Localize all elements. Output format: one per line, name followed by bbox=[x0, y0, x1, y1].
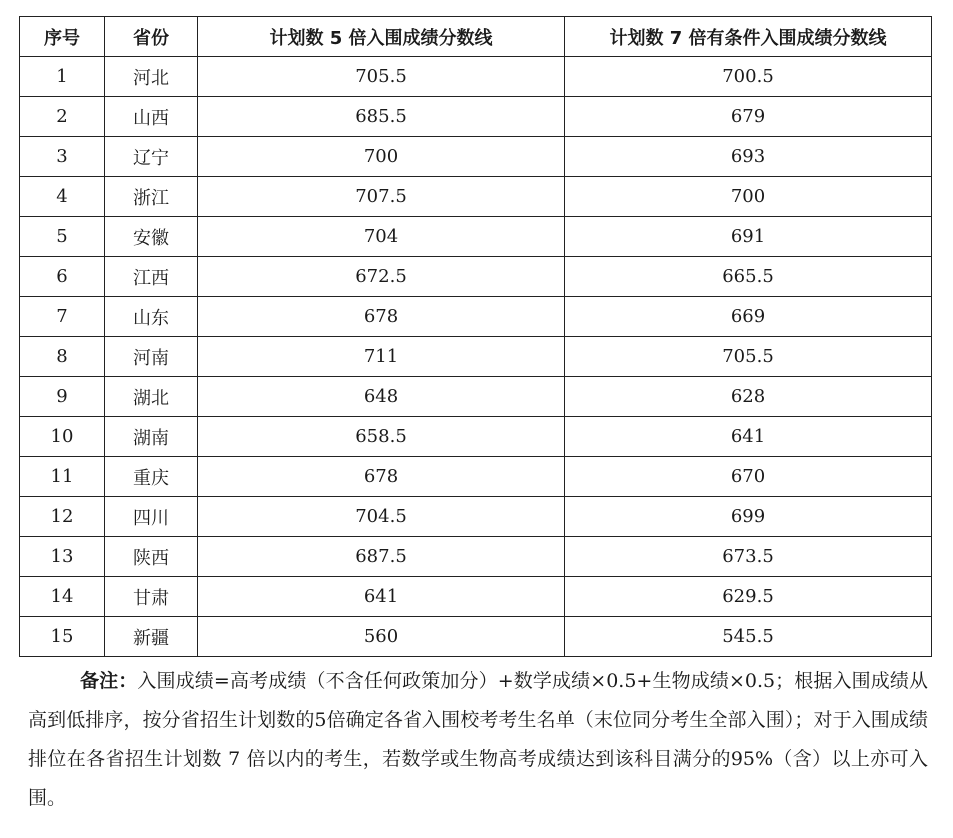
table-row bbox=[20, 257, 932, 297]
cell-score-7x: 628 bbox=[565, 377, 932, 417]
cell-score-7x: 700.5 bbox=[565, 57, 932, 97]
cell-score-5x: 704 bbox=[198, 217, 565, 257]
note-paragraph bbox=[28, 662, 928, 818]
cell-index: 7 bbox=[20, 297, 105, 337]
cell-score-7x: 545.5 bbox=[565, 617, 932, 657]
table-row bbox=[20, 577, 932, 617]
cell-score-7x: 691 bbox=[565, 217, 932, 257]
cell-score-5x: 704.5 bbox=[198, 497, 565, 537]
cell-province: 新疆 bbox=[105, 617, 198, 657]
cell-score-7x: 673.5 bbox=[565, 537, 932, 577]
cell-index: 1 bbox=[20, 57, 105, 97]
cell-index: 9 bbox=[20, 377, 105, 417]
cell-score-7x: 669 bbox=[565, 297, 932, 337]
cell-score-5x: 685.5 bbox=[198, 97, 565, 137]
cell-province: 安徽 bbox=[105, 217, 198, 257]
header-province: 省份 bbox=[105, 17, 198, 57]
header-score-7x: 计划数 7 倍有条件入围成绩分数线 bbox=[565, 17, 932, 57]
cell-score-7x: 641 bbox=[565, 417, 932, 457]
cell-index: 2 bbox=[20, 97, 105, 137]
cell-province: 四川 bbox=[105, 497, 198, 537]
table-row bbox=[20, 457, 932, 497]
note-label: 备注： bbox=[80, 670, 138, 692]
cell-index: 8 bbox=[20, 337, 105, 377]
cell-index: 14 bbox=[20, 577, 105, 617]
cell-score-5x: 705.5 bbox=[198, 57, 565, 97]
cell-score-5x: 672.5 bbox=[198, 257, 565, 297]
cell-score-5x: 678 bbox=[198, 457, 565, 497]
cell-index: 13 bbox=[20, 537, 105, 577]
table-row bbox=[20, 417, 932, 457]
cell-score-5x: 700 bbox=[198, 137, 565, 177]
cell-score-5x: 560 bbox=[198, 617, 565, 657]
table-row bbox=[20, 57, 932, 97]
cell-province: 湖北 bbox=[105, 377, 198, 417]
cell-province: 山西 bbox=[105, 97, 198, 137]
cell-province: 辽宁 bbox=[105, 137, 198, 177]
cell-score-7x: 700 bbox=[565, 177, 932, 217]
cell-index: 3 bbox=[20, 137, 105, 177]
header-score-5x: 计划数 5 倍入围成绩分数线 bbox=[198, 17, 565, 57]
cell-index: 11 bbox=[20, 457, 105, 497]
cell-index: 6 bbox=[20, 257, 105, 297]
cell-province: 浙江 bbox=[105, 177, 198, 217]
cell-score-5x: 707.5 bbox=[198, 177, 565, 217]
cell-index: 15 bbox=[20, 617, 105, 657]
cell-score-7x: 699 bbox=[565, 497, 932, 537]
cell-province: 甘肃 bbox=[105, 577, 198, 617]
cell-score-7x: 693 bbox=[565, 137, 932, 177]
cell-province: 河北 bbox=[105, 57, 198, 97]
cell-index: 12 bbox=[20, 497, 105, 537]
table-row bbox=[20, 297, 932, 337]
cell-score-5x: 641 bbox=[198, 577, 565, 617]
cell-province: 重庆 bbox=[105, 457, 198, 497]
cell-province: 河南 bbox=[105, 337, 198, 377]
cell-score-7x: 705.5 bbox=[565, 337, 932, 377]
cell-index: 5 bbox=[20, 217, 105, 257]
table-row bbox=[20, 497, 932, 537]
cell-score-7x: 665.5 bbox=[565, 257, 932, 297]
cell-score-5x: 711 bbox=[198, 337, 565, 377]
table-row bbox=[20, 97, 932, 137]
table-row bbox=[20, 137, 932, 177]
note-text: 入围成绩=高考成绩（不含任何政策加分）+数学成绩×0.5+生物成绩×0.5；根据入围成绩从高到低排序，按分省招生计划数的5倍确定各省入围校考考生名单（末位同分考生全部入围）；对于入围成绩排位在各省招生计划数 7 倍以内的考生，若数学或生物高考成绩达到该科目满分的95%（含）以上亦可入围。 bbox=[28, 670, 928, 809]
cell-score-7x: 670 bbox=[565, 457, 932, 497]
score-table bbox=[19, 16, 932, 657]
table-row bbox=[20, 337, 932, 377]
cell-province: 陕西 bbox=[105, 537, 198, 577]
header-index: 序号 bbox=[20, 17, 105, 57]
cell-province: 江西 bbox=[105, 257, 198, 297]
cell-index: 4 bbox=[20, 177, 105, 217]
cell-province: 湖南 bbox=[105, 417, 198, 457]
cell-score-7x: 629.5 bbox=[565, 577, 932, 617]
table-header-row bbox=[20, 17, 932, 57]
cell-score-5x: 687.5 bbox=[198, 537, 565, 577]
cell-score-7x: 679 bbox=[565, 97, 932, 137]
cell-score-5x: 648 bbox=[198, 377, 565, 417]
table-row bbox=[20, 377, 932, 417]
cell-score-5x: 658.5 bbox=[198, 417, 565, 457]
cell-score-5x: 678 bbox=[198, 297, 565, 337]
table-row bbox=[20, 617, 932, 657]
cell-index: 10 bbox=[20, 417, 105, 457]
table-row bbox=[20, 217, 932, 257]
table-row bbox=[20, 177, 932, 217]
table-row bbox=[20, 537, 932, 577]
cell-province: 山东 bbox=[105, 297, 198, 337]
